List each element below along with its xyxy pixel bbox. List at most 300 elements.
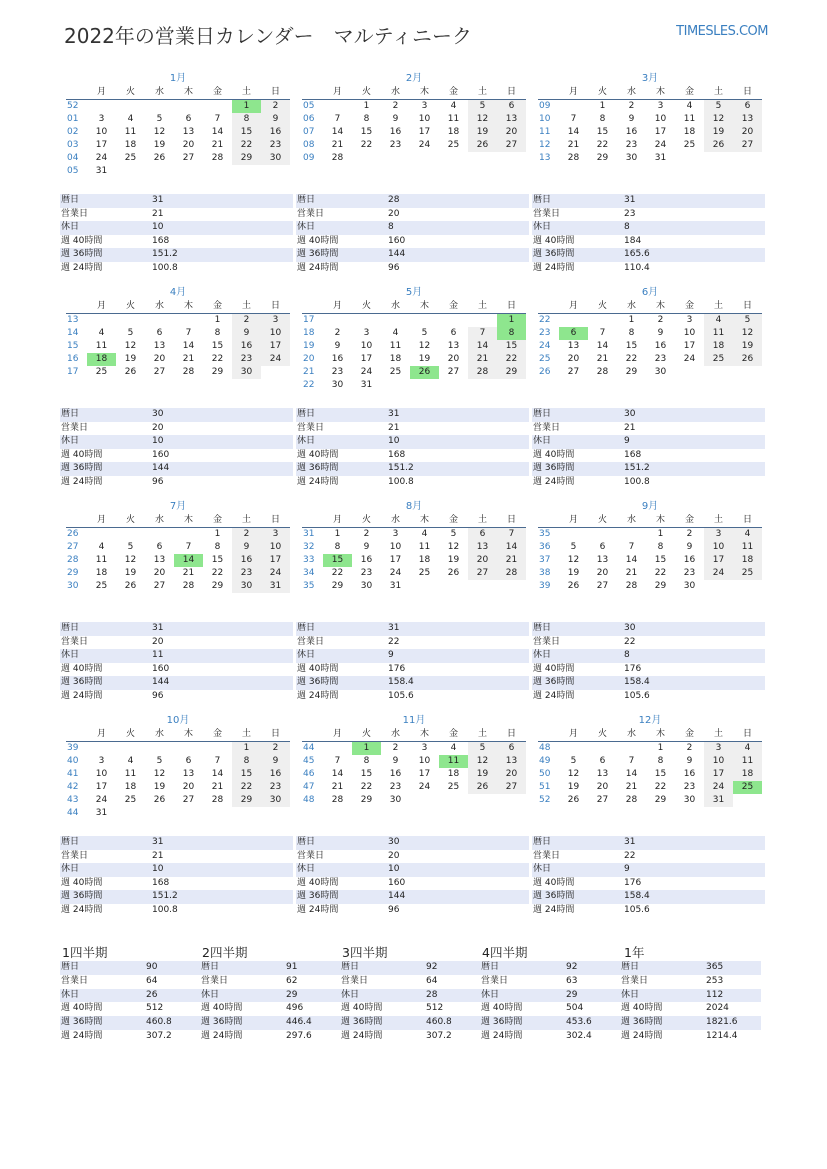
weekday-header-row <box>302 86 526 100</box>
day-cell: 20 <box>153 568 166 578</box>
stats-label: 週 36時間 <box>296 462 387 476</box>
stats-label: 営業日 <box>61 422 89 433</box>
day-cell: 10 <box>261 541 290 554</box>
day-cell: 26 <box>153 795 166 805</box>
stats-label: 週 40時間 <box>533 877 575 888</box>
day-cell: 1 <box>232 742 261 756</box>
stats-value: 460.8 <box>145 1016 201 1030</box>
stats-value: 10 <box>387 435 529 449</box>
week-number: 22 <box>303 380 315 390</box>
day-cell: 20 <box>497 768 526 781</box>
weekday-header: 月 <box>559 514 588 528</box>
stats-value: 10 <box>151 221 293 235</box>
stats-row <box>532 248 765 262</box>
stats-value: 168 <box>152 235 170 246</box>
weekday-header: 木 <box>646 514 675 528</box>
day-cell: 9 <box>232 541 261 554</box>
weekday-header: 火 <box>116 514 145 528</box>
day-cell: 6 <box>599 542 606 552</box>
stats-row <box>296 904 529 918</box>
stats-row <box>340 1002 481 1016</box>
stats-label: 暦日 <box>60 408 151 422</box>
day-cell: 19 <box>567 782 580 792</box>
day-cell: 22 <box>232 781 261 794</box>
day-cell: 24 <box>95 795 108 805</box>
week-number: 33 <box>303 555 315 565</box>
weekday-header: 土 <box>704 86 733 100</box>
week-header-blank <box>66 514 87 528</box>
day-cell: 11 <box>704 327 733 340</box>
day-cell: 3 <box>363 328 370 338</box>
stats-row <box>620 1030 761 1044</box>
day-cell: 29 <box>625 367 638 377</box>
day-cell: 12 <box>468 755 497 768</box>
day-cell: 19 <box>153 140 166 150</box>
weekday-header: 水 <box>145 728 174 742</box>
day-cell: 17 <box>654 127 667 137</box>
stats-label: 週 24時間 <box>61 690 103 701</box>
day-cell: 2 <box>232 528 261 542</box>
day-cell: 21 <box>596 354 609 364</box>
day-cell: 18 <box>447 127 460 137</box>
weekday-header: 水 <box>617 86 646 100</box>
day-cell: 13 <box>497 113 526 126</box>
stats-value: 112 <box>705 989 761 1003</box>
weekday-header: 木 <box>410 728 439 742</box>
day-cell: 21 <box>567 140 580 150</box>
day-cell: 31 <box>95 808 108 818</box>
stats-value: 20 <box>388 208 400 219</box>
stats-label: 週 40時間 <box>297 663 339 674</box>
week-row <box>302 379 526 392</box>
stats-value: 151.2 <box>151 248 293 262</box>
day-cell: 22 <box>360 782 373 792</box>
week-row <box>538 554 762 567</box>
day-cell <box>261 807 290 820</box>
week-number: 13 <box>539 153 551 163</box>
stats-value: 63 <box>566 975 578 986</box>
week-row <box>538 742 762 756</box>
weekday-header: 土 <box>704 728 733 742</box>
day-cell: 13 <box>596 769 609 779</box>
week-number: 34 <box>303 568 315 578</box>
day-cell: 5 <box>570 756 577 766</box>
day-cell: 3 <box>392 529 399 539</box>
day-cell: 26 <box>447 568 460 578</box>
brand-link[interactable]: TIMESLES.COM <box>676 24 768 39</box>
day-cell: 11 <box>95 555 108 565</box>
day-cell: 27 <box>447 367 460 377</box>
month-name: 1月 <box>169 73 187 84</box>
stats-row <box>480 1016 621 1030</box>
day-cell: 1 <box>599 101 606 111</box>
day-cell: 29 <box>360 795 373 805</box>
month-name: 6月 <box>641 287 659 298</box>
stats-row <box>296 221 529 235</box>
day-cell: 28 <box>625 795 638 805</box>
week-row <box>538 353 762 366</box>
day-cell: 12 <box>418 341 431 351</box>
day-cell: 6 <box>156 328 163 338</box>
stats-row <box>296 690 529 704</box>
weekday-header: 金 <box>203 300 232 314</box>
day-cell <box>675 152 704 165</box>
week-row <box>66 768 290 781</box>
day-cell: 9 <box>334 341 341 351</box>
weekday-header: 木 <box>646 86 675 100</box>
stats-value: 9 <box>623 863 765 877</box>
weekday-header: 木 <box>646 300 675 314</box>
day-cell: 9 <box>686 542 693 552</box>
day-cell: 5 <box>156 756 163 766</box>
weekday-header: 月 <box>87 300 116 314</box>
day-cell: 16 <box>389 769 402 779</box>
stats-row <box>296 462 529 476</box>
day-cell: 4 <box>392 328 399 338</box>
day-cell: 1 <box>334 529 341 539</box>
weekday-header: 金 <box>203 86 232 100</box>
week-row <box>302 126 526 139</box>
stats-value: 31 <box>151 194 293 208</box>
day-cell <box>145 528 174 542</box>
stats-label: 週 24時間 <box>533 690 575 701</box>
stats-value: 90 <box>145 961 201 975</box>
stats-row <box>620 975 761 989</box>
day-cell <box>497 379 526 392</box>
day-cell <box>323 100 352 114</box>
day-cell: 2 <box>363 529 370 539</box>
day-cell: 24 <box>683 354 696 364</box>
day-cell <box>174 165 203 178</box>
stats-label: 営業日 <box>201 975 229 986</box>
week-row <box>66 366 290 379</box>
day-cell: 18 <box>418 555 431 565</box>
weekday-header: 月 <box>87 86 116 100</box>
weekday-header: 金 <box>439 300 468 314</box>
stats-label: 暦日 <box>532 194 623 208</box>
week-number: 02 <box>67 127 79 137</box>
stats-label: 暦日 <box>200 961 285 975</box>
week-number: 39 <box>539 581 551 591</box>
week-row <box>66 541 290 554</box>
day-cell: 31 <box>360 380 373 390</box>
week-number: 27 <box>67 542 79 552</box>
day-cell <box>468 580 497 593</box>
day-cell: 12 <box>124 341 137 351</box>
month-name: 3月 <box>641 73 659 84</box>
day-cell: 30 <box>261 794 290 807</box>
week-number: 09 <box>303 153 315 163</box>
stats-value: 253 <box>706 975 724 986</box>
day-cell: 26 <box>124 581 137 591</box>
stats-row <box>620 961 761 975</box>
stats-label: 週 36時間 <box>60 890 151 904</box>
weekday-header: 水 <box>381 300 410 314</box>
stats-row <box>480 1030 621 1044</box>
day-cell: 15 <box>360 127 373 137</box>
day-cell: 19 <box>447 555 460 565</box>
day-cell: 8 <box>628 328 635 338</box>
weekday-header: 水 <box>145 514 174 528</box>
day-cell <box>381 314 410 328</box>
day-cell <box>617 742 646 756</box>
stats-row <box>532 221 765 235</box>
day-cell: 30 <box>261 152 290 165</box>
day-cell: 29 <box>497 366 526 379</box>
day-cell: 1 <box>214 529 221 539</box>
day-cell <box>410 794 439 807</box>
month-stats-table <box>60 194 293 276</box>
day-cell: 11 <box>683 114 696 124</box>
stats-row <box>60 890 293 904</box>
weekday-header: 日 <box>497 728 526 742</box>
month-stats-table <box>532 836 765 918</box>
week-row <box>302 768 526 781</box>
stats-value: 158.4 <box>387 676 529 690</box>
stats-row <box>60 221 293 235</box>
weekday-header-row <box>538 514 762 528</box>
day-cell: 23 <box>360 568 373 578</box>
stats-label: 営業日 <box>533 208 561 219</box>
stats-value: 160 <box>388 877 406 888</box>
stats-value: 28 <box>387 194 529 208</box>
stats-row <box>296 863 529 877</box>
week-number: 41 <box>67 769 79 779</box>
week-number: 05 <box>303 101 315 111</box>
stats-row <box>532 235 765 249</box>
month-stats-table <box>532 194 765 276</box>
day-cell: 25 <box>95 367 108 377</box>
day-cell: 25 <box>447 782 460 792</box>
month-calendar <box>66 500 290 593</box>
stats-row <box>532 462 765 476</box>
day-cell <box>410 152 439 165</box>
day-cell: 13 <box>567 341 580 351</box>
day-cell: 15 <box>232 126 261 139</box>
day-cell: 22 <box>497 353 526 366</box>
week-number: 17 <box>67 367 79 377</box>
week-number: 47 <box>303 782 315 792</box>
day-cell: 3 <box>686 315 693 325</box>
stats-value: 504 <box>566 1003 584 1014</box>
stats-label: 週 36時間 <box>340 1016 425 1030</box>
day-cell: 10 <box>389 542 402 552</box>
week-number: 52 <box>67 101 79 111</box>
day-cell: 19 <box>468 126 497 139</box>
day-cell: 24 <box>704 567 733 580</box>
day-cell: 12 <box>733 327 762 340</box>
day-cell: 2 <box>392 743 399 753</box>
stats-value: 31 <box>151 836 293 850</box>
day-cell: 16 <box>331 354 344 364</box>
stats-row <box>532 636 765 650</box>
weekday-header: 土 <box>468 86 497 100</box>
holiday-day-cell: 25 <box>733 781 762 794</box>
stats-row <box>480 961 621 975</box>
weekday-header: 火 <box>588 514 617 528</box>
stats-label: 週 24時間 <box>61 476 103 487</box>
day-cell: 22 <box>596 140 609 150</box>
stats-value: 307.2 <box>146 1030 172 1041</box>
day-cell: 9 <box>261 113 290 126</box>
stats-value: 105.6 <box>624 690 650 701</box>
day-cell: 23 <box>232 567 261 580</box>
month-stats-table <box>532 622 765 704</box>
summary-heading: 1四半期 <box>62 945 108 960</box>
day-cell: 11 <box>447 114 460 124</box>
stats-row <box>60 877 293 891</box>
day-cell: 16 <box>360 555 373 565</box>
day-cell <box>733 794 762 807</box>
weekday-header: 土 <box>232 86 261 100</box>
weekday-header: 金 <box>675 300 704 314</box>
day-cell: 21 <box>625 782 638 792</box>
day-cell: 17 <box>704 554 733 567</box>
stats-value: 160 <box>152 663 170 674</box>
week-number: 28 <box>67 555 79 565</box>
day-cell: 14 <box>567 127 580 137</box>
day-cell: 22 <box>232 139 261 152</box>
day-cell: 23 <box>389 782 402 792</box>
stats-label: 休日 <box>532 863 623 877</box>
month-stats-table <box>296 622 529 704</box>
week-row <box>538 755 762 768</box>
stats-value: 512 <box>146 1003 164 1014</box>
day-cell: 8 <box>334 542 341 552</box>
week-number: 22 <box>539 315 551 325</box>
stats-row <box>200 961 341 975</box>
stats-label: 営業日 <box>341 975 369 986</box>
stats-label: 週 40時間 <box>533 235 575 246</box>
day-cell: 8 <box>232 113 261 126</box>
day-cell: 31 <box>95 166 108 176</box>
week-row <box>302 781 526 794</box>
stats-label: 休日 <box>480 989 565 1003</box>
day-cell: 15 <box>497 340 526 353</box>
day-cell: 4 <box>421 529 428 539</box>
stats-label: 週 36時間 <box>60 1016 145 1030</box>
day-cell: 30 <box>331 380 344 390</box>
week-row <box>66 100 290 114</box>
day-cell: 7 <box>570 114 577 124</box>
day-cell: 24 <box>418 140 431 150</box>
week-row <box>538 366 762 379</box>
day-cell: 5 <box>468 100 497 114</box>
day-cell: 24 <box>261 567 290 580</box>
month-grid <box>538 86 762 165</box>
stats-label: 週 24時間 <box>341 1030 383 1041</box>
weekday-header-row <box>66 300 290 314</box>
stats-value: 26 <box>145 989 201 1003</box>
day-cell: 17 <box>261 554 290 567</box>
stats-label: 営業日 <box>533 636 561 647</box>
day-cell: 11 <box>124 769 137 779</box>
day-cell: 31 <box>654 153 667 163</box>
stats-label: 休日 <box>620 989 705 1003</box>
day-cell: 22 <box>360 140 373 150</box>
stats-value: 92 <box>425 961 481 975</box>
stats-label: 週 24時間 <box>61 1030 103 1041</box>
stats-label: 週 40時間 <box>61 877 103 888</box>
day-cell: 3 <box>421 743 428 753</box>
stats-value: 151.2 <box>623 462 765 476</box>
stats-row <box>296 676 529 690</box>
week-number: 11 <box>539 127 551 137</box>
stats-value: 21 <box>388 422 400 433</box>
week-row <box>538 567 762 580</box>
stats-row <box>340 975 481 989</box>
weekday-header-row <box>538 86 762 100</box>
weekday-header: 金 <box>675 728 704 742</box>
stats-row <box>532 904 765 918</box>
stats-label: 営業日 <box>297 850 325 861</box>
day-cell <box>174 807 203 820</box>
week-row <box>66 807 290 820</box>
holiday-day-cell: 18 <box>87 353 116 366</box>
month-stats-table <box>532 408 765 490</box>
day-cell: 17 <box>418 127 431 137</box>
day-cell: 21 <box>211 140 224 150</box>
week-row <box>66 742 290 756</box>
day-cell: 9 <box>628 114 635 124</box>
weekday-header: 火 <box>352 514 381 528</box>
stats-value: 62 <box>286 975 298 986</box>
week-number: 44 <box>303 743 315 753</box>
week-header-blank <box>538 728 559 742</box>
stats-value: 365 <box>705 961 761 975</box>
day-cell: 27 <box>567 367 580 377</box>
day-cell: 17 <box>360 354 373 364</box>
month-name: 7月 <box>169 501 187 512</box>
day-cell: 16 <box>683 769 696 779</box>
stats-label: 週 36時間 <box>296 248 387 262</box>
week-header-blank <box>302 728 323 742</box>
day-cell: 16 <box>654 341 667 351</box>
day-cell: 10 <box>261 327 290 340</box>
day-cell: 9 <box>363 542 370 552</box>
month-grid <box>66 86 290 178</box>
stats-value: 96 <box>388 262 400 273</box>
summary-stats-table <box>200 961 341 1044</box>
day-cell: 2 <box>657 315 664 325</box>
month-grid <box>66 728 290 820</box>
stats-row <box>60 863 293 877</box>
day-cell: 5 <box>127 542 134 552</box>
week-row <box>538 139 762 152</box>
stats-label: 週 40時間 <box>533 663 575 674</box>
stats-row <box>532 850 765 864</box>
day-cell: 19 <box>124 354 137 364</box>
stats-value: 20 <box>152 636 164 647</box>
day-cell: 5 <box>421 328 428 338</box>
weekday-header: 月 <box>559 300 588 314</box>
day-cell <box>203 742 232 756</box>
day-cell <box>381 152 410 165</box>
day-cell <box>203 165 232 178</box>
stats-label: 休日 <box>60 863 151 877</box>
stats-label: 暦日 <box>532 408 623 422</box>
day-cell: 19 <box>418 354 431 364</box>
week-number: 23 <box>539 328 551 338</box>
week-row <box>538 340 762 353</box>
stats-row <box>532 877 765 891</box>
stats-row <box>532 836 765 850</box>
day-cell: 21 <box>468 353 497 366</box>
day-cell: 29 <box>654 795 667 805</box>
stats-value: 31 <box>623 194 765 208</box>
day-cell: 8 <box>214 542 221 552</box>
stats-value: 151.2 <box>387 462 529 476</box>
